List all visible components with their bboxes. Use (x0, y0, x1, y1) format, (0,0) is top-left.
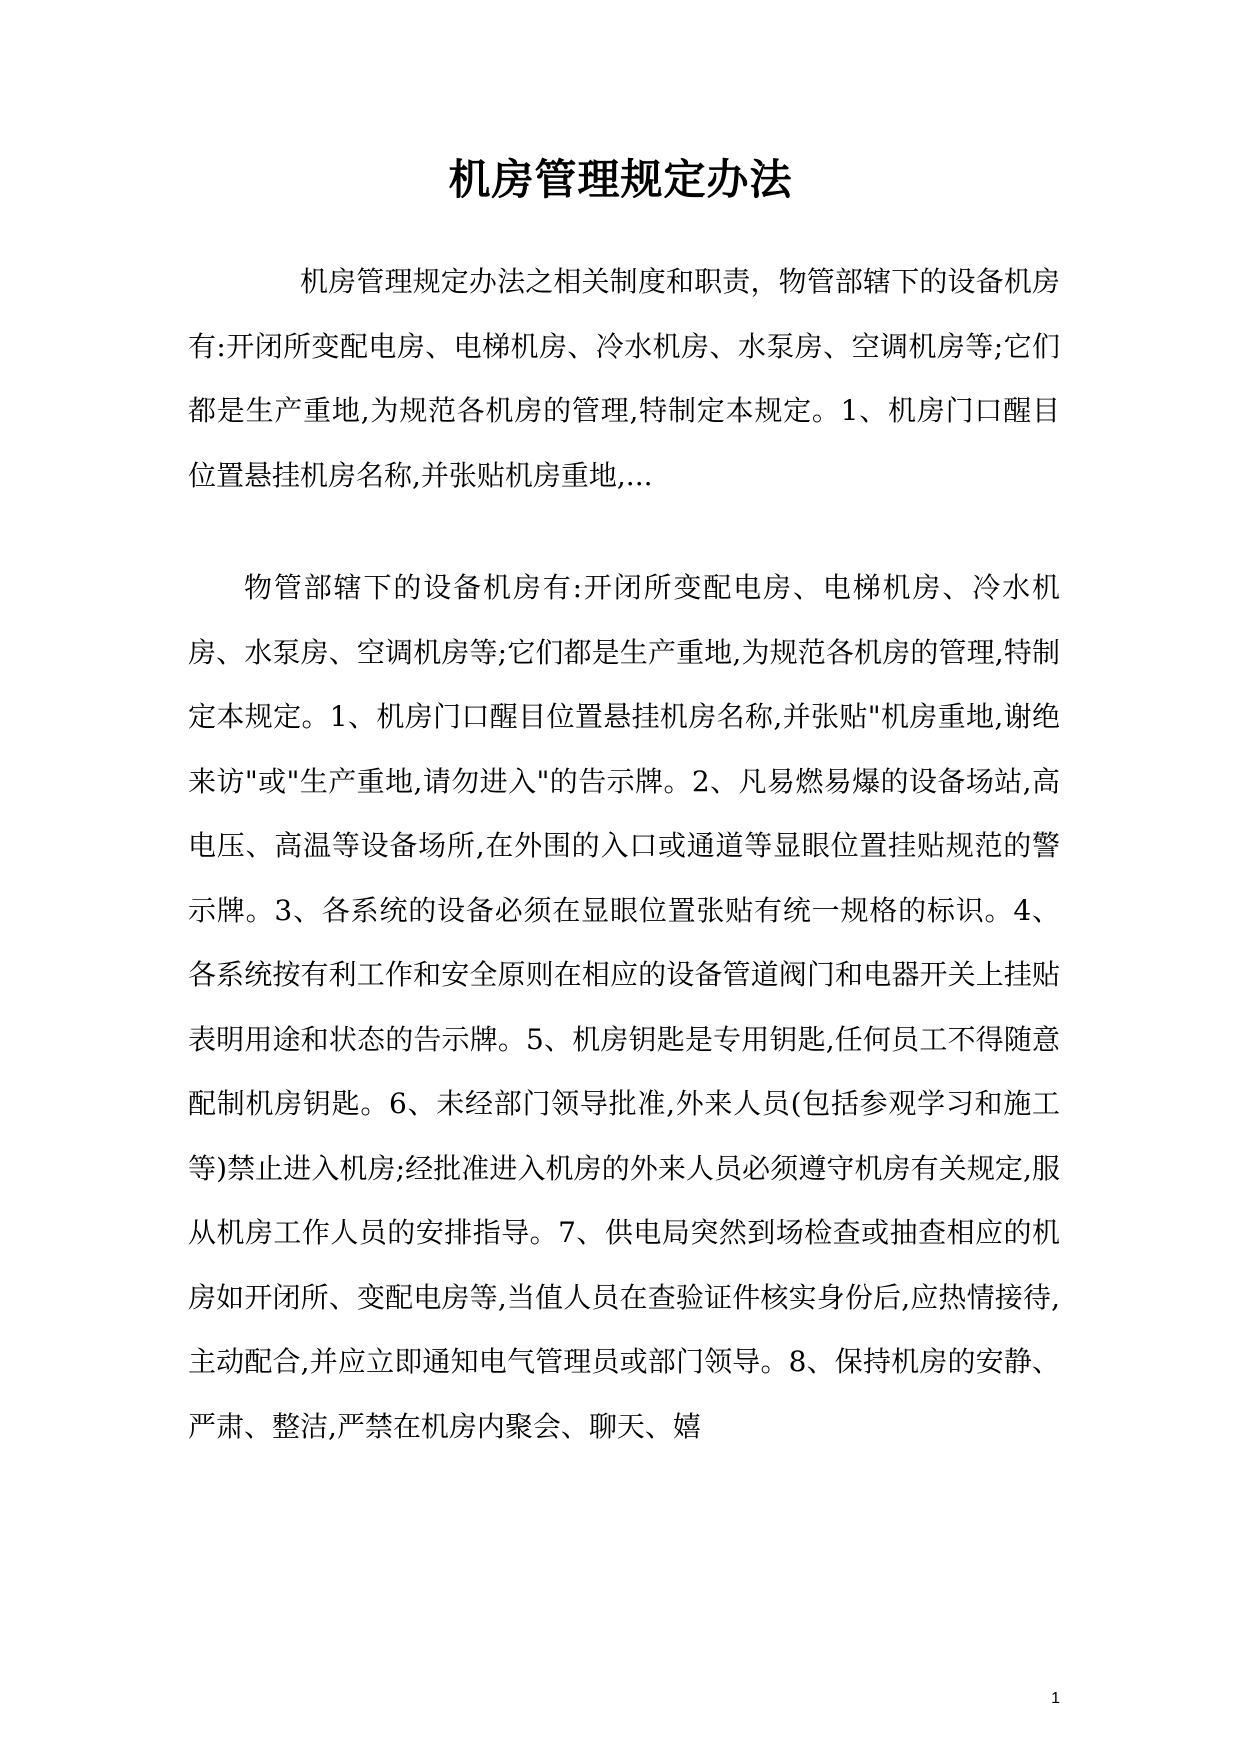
paragraph-intro: 机房管理规定办法之相关制度和职责，物管部辖下的设备机房有:开闭所变配电房、电梯机房、冷水机房、水泵房、空调机房等;它们都是生产重地,为规范各机房的管理,特制定本规定。1、机房门口醒目位置悬挂机房名称,并张贴机房重地,... (188, 265, 1060, 492)
page-number: 1 (1051, 1690, 1060, 1707)
document-title: 机房管理规定办法 (448, 155, 793, 204)
paragraph-regulations: 物管部辖下的设备机房有:开闭所变配电房、电梯机房、冷水机房、水泵房、空调机房等;它们都是生产重地,为规范各机房的管理,特制定本规定。1、机房门口醒目位置悬挂机房名称,并张贴"机房重地,谢绝来访"或"生产重地,请勿进入"的告示牌。2、凡易燃易爆的设备场站,高电压、高温等设备场所,在外围的入口或通道等显眼位置挂贴规范的警示牌。3、各系统的设备必须在显眼位置张贴有统一规格的标识。4、各系统按有利工作和安全原则在相应的设备管道阀门和电器开关上挂贴表明用途和状态的告示牌。5、机房钥匙是专用钥匙,任何员工不得随意配制机房钥匙。6、未经部门领导批准,外来人员(包括参观学习和施工等)禁止进入机房;经批准进入机房的外来人员必须遵守机房有关规定,服从机房工作人员的安排指导。7、供电局突然到场检查或抽查相应的机房如开闭所、变配电房等,当值人员在查验证件核实身份后,应热情接待,主动配合,并应立即通知电气管理员或部门领导。8、保持机房的安静、严肃、整洁,严禁在机房内聚会、聊天、嬉 (188, 571, 1060, 1443)
